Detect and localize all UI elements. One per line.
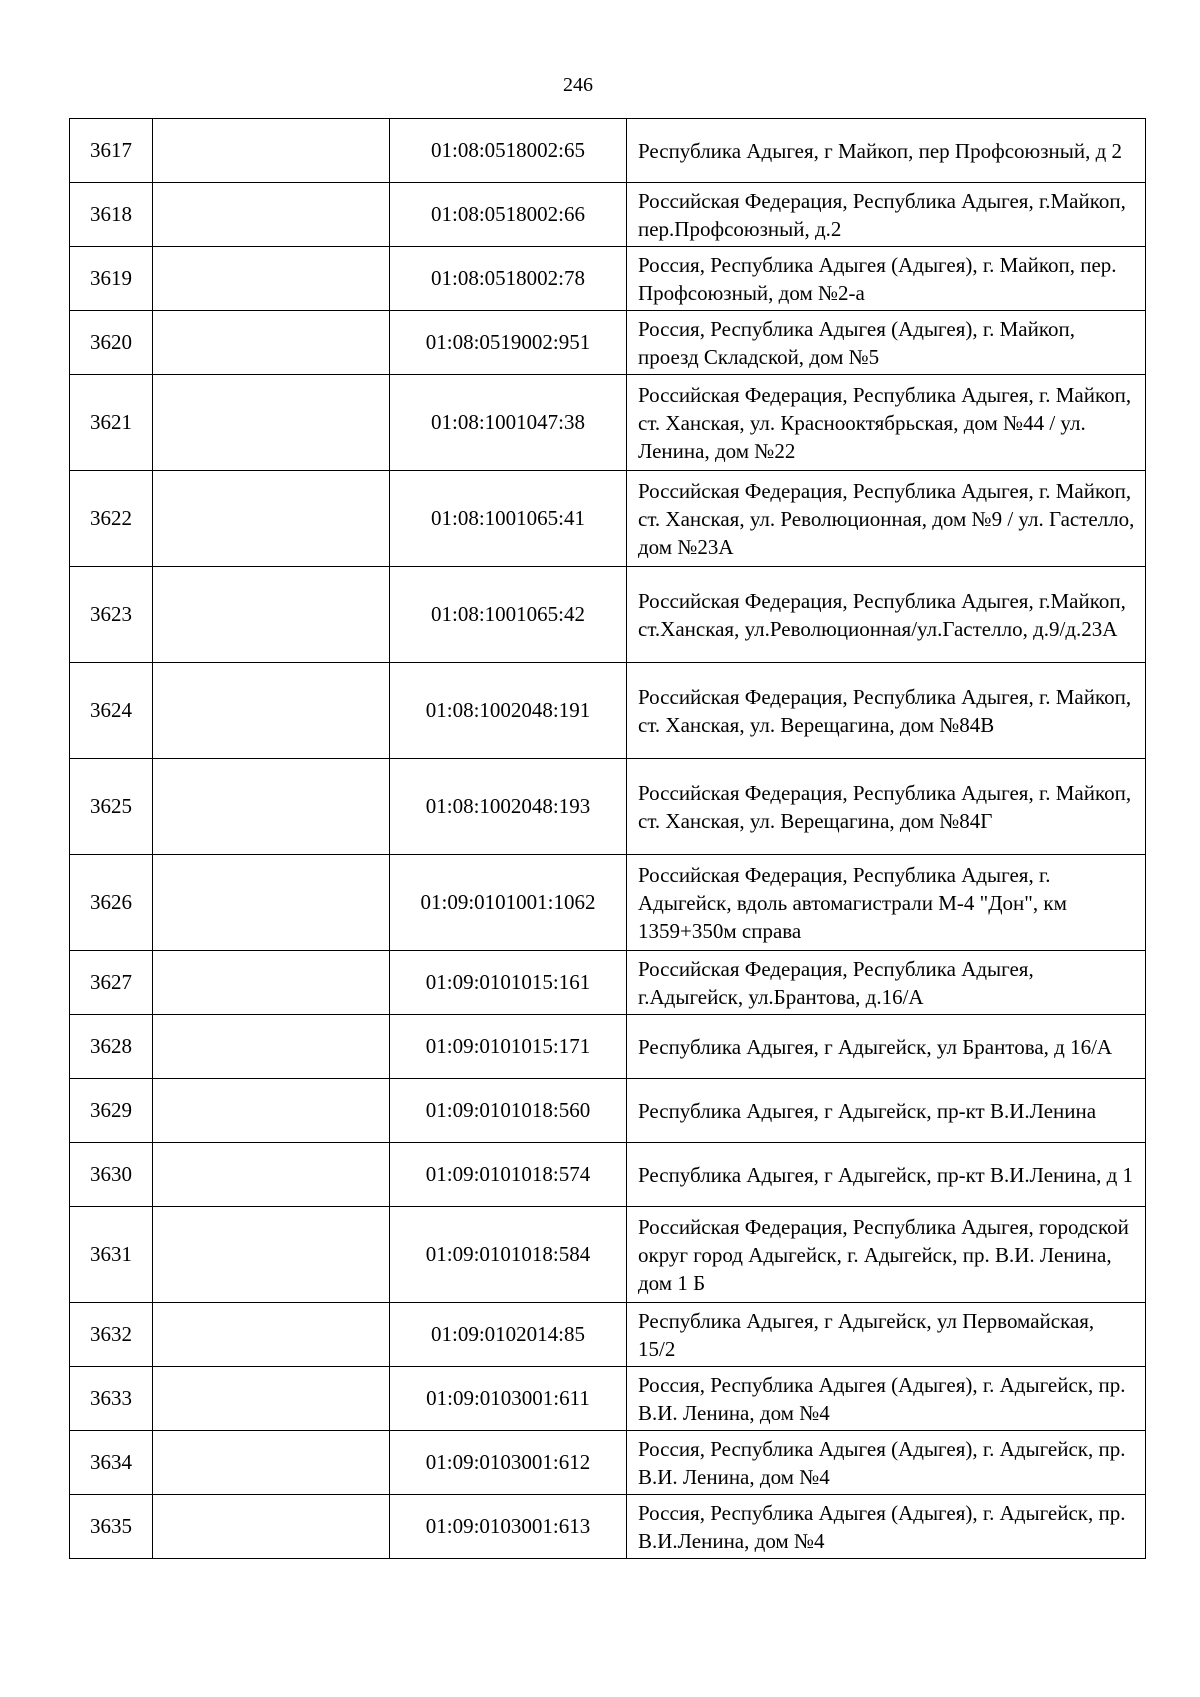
table-row (70, 567, 1146, 663)
row-empty-cell (153, 375, 390, 471)
address: Россия, Республика Адыгея (Адыгея), г. Адыгейск, пр. В.И. Ленина, дом №4 (627, 1367, 1146, 1431)
table-row (70, 1495, 1146, 1559)
cadastral-number: 01:08:1002048:191 (390, 663, 627, 759)
row-empty-cell (153, 951, 390, 1015)
row-number: 3628 (70, 1015, 153, 1079)
cadastral-number: 01:09:0101018:584 (390, 1207, 627, 1303)
row-empty-cell (153, 1015, 390, 1079)
row-number: 3619 (70, 247, 153, 311)
row-number: 3631 (70, 1207, 153, 1303)
row-empty-cell (153, 759, 390, 855)
row-number: 3618 (70, 183, 153, 247)
table-row (70, 183, 1146, 247)
address: Российская Федерация, Республика Адыгея, г. Майкоп, ст. Ханская, ул. Краснооктябрьская, дом №44 / ул. Ленина, дом №22 (627, 375, 1146, 471)
table-row (70, 1431, 1146, 1495)
row-empty-cell (153, 1207, 390, 1303)
row-number: 3624 (70, 663, 153, 759)
page-number: 246 (563, 74, 593, 96)
row-number: 3626 (70, 855, 153, 951)
row-empty-cell (153, 183, 390, 247)
row-empty-cell (153, 663, 390, 759)
address: Республика Адыгея, г Адыгейск, пр-кт В.И.Ленина (627, 1079, 1146, 1143)
cadastral-number: 01:09:0101015:171 (390, 1015, 627, 1079)
table-row (70, 247, 1146, 311)
cadastral-number: 01:08:0518002:65 (390, 119, 627, 183)
row-empty-cell (153, 855, 390, 951)
cadastral-number: 01:08:0519002:951 (390, 311, 627, 375)
cadastral-number: 01:09:0101001:1062 (390, 855, 627, 951)
table-row (70, 471, 1146, 567)
table-row (70, 375, 1146, 471)
address: Российская Федерация, Республика Адыгея, г. Майкоп, ст. Ханская, ул. Верещагина, дом №84Г (627, 759, 1146, 855)
address: Российская Федерация, Республика Адыгея, г. Майкоп, ст. Ханская, ул. Революционная, дом №9 / ул. Гастелло, дом №23А (627, 471, 1146, 567)
address: Россия, Республика Адыгея (Адыгея), г. Адыгейск, пр. В.И.Ленина, дом №4 (627, 1495, 1146, 1559)
row-number: 3625 (70, 759, 153, 855)
row-empty-cell (153, 1431, 390, 1495)
cadastral-number: 01:09:0101015:161 (390, 951, 627, 1015)
row-empty-cell (153, 1495, 390, 1559)
address: Россия, Республика Адыгея (Адыгея), г. Майкоп, проезд Складской, дом №5 (627, 311, 1146, 375)
cadastral-number: 01:09:0102014:85 (390, 1303, 627, 1367)
address: Российская Федерация, Республика Адыгея, г. Майкоп, ст. Ханская, ул. Верещагина, дом №84В (627, 663, 1146, 759)
row-empty-cell (153, 471, 390, 567)
address: Российская Федерация, Республика Адыгея, г.Адыгейск, ул.Брантова, д.16/А (627, 951, 1146, 1015)
table-row (70, 1367, 1146, 1431)
table-row (70, 759, 1146, 855)
row-number: 3627 (70, 951, 153, 1015)
cadastral-number: 01:09:0103001:612 (390, 1431, 627, 1495)
address: Российская Федерация, Республика Адыгея, г. Адыгейск, вдоль автомагистрали М-4 "Дон", км 1359+350м справа (627, 855, 1146, 951)
property-table (69, 118, 1146, 1559)
address: Россия, Республика Адыгея (Адыгея), г. Адыгейск, пр. В.И. Ленина, дом №4 (627, 1431, 1146, 1495)
table-row (70, 119, 1146, 183)
row-number: 3633 (70, 1367, 153, 1431)
row-number: 3623 (70, 567, 153, 663)
cadastral-number: 01:09:0103001:613 (390, 1495, 627, 1559)
address: Россия, Республика Адыгея (Адыгея), г. Майкоп, пер. Профсоюзный, дом №2-а (627, 247, 1146, 311)
address: Российская Федерация, Республика Адыгея, г.Майкоп, пер.Профсоюзный, д.2 (627, 183, 1146, 247)
row-empty-cell (153, 311, 390, 375)
row-empty-cell (153, 1367, 390, 1431)
row-number: 3630 (70, 1143, 153, 1207)
row-number: 3621 (70, 375, 153, 471)
cadastral-number: 01:08:1001065:42 (390, 567, 627, 663)
row-empty-cell (153, 1079, 390, 1143)
table-row (70, 1079, 1146, 1143)
row-empty-cell (153, 567, 390, 663)
cadastral-number: 01:08:1001065:41 (390, 471, 627, 567)
cadastral-number: 01:09:0101018:574 (390, 1143, 627, 1207)
address: Российская Федерация, Республика Адыгея, г.Майкоп, ст.Ханская, ул.Революционная/ул.Гастелло, д.9/д.23А (627, 567, 1146, 663)
row-empty-cell (153, 247, 390, 311)
table-row (70, 951, 1146, 1015)
cadastral-number: 01:08:1001047:38 (390, 375, 627, 471)
row-empty-cell (153, 1143, 390, 1207)
row-number: 3617 (70, 119, 153, 183)
cadastral-number: 01:08:0518002:78 (390, 247, 627, 311)
cadastral-number: 01:09:0103001:611 (390, 1367, 627, 1431)
row-number: 3634 (70, 1431, 153, 1495)
address: Республика Адыгея, г Майкоп, пер Профсоюзный, д 2 (627, 119, 1146, 183)
property-table-body (70, 119, 1146, 1559)
table-row (70, 663, 1146, 759)
table-row (70, 1143, 1146, 1207)
table-row (70, 1303, 1146, 1367)
row-number: 3635 (70, 1495, 153, 1559)
address: Республика Адыгея, г Адыгейск, ул Брантова, д 16/А (627, 1015, 1146, 1079)
table-row (70, 1207, 1146, 1303)
table-row (70, 855, 1146, 951)
table-row (70, 1015, 1146, 1079)
row-empty-cell (153, 119, 390, 183)
row-number: 3629 (70, 1079, 153, 1143)
row-number: 3622 (70, 471, 153, 567)
cadastral-number: 01:09:0101018:560 (390, 1079, 627, 1143)
address: Республика Адыгея, г Адыгейск, ул Первомайская, 15/2 (627, 1303, 1146, 1367)
address: Республика Адыгея, г Адыгейск, пр-кт В.И.Ленина, д 1 (627, 1143, 1146, 1207)
address: Российская Федерация, Республика Адыгея, городской округ город Адыгейск, г. Адыгейск, пр. В.И. Ленина, дом 1 Б (627, 1207, 1146, 1303)
cadastral-number: 01:08:0518002:66 (390, 183, 627, 247)
table-row (70, 311, 1146, 375)
row-number: 3632 (70, 1303, 153, 1367)
row-empty-cell (153, 1303, 390, 1367)
row-number: 3620 (70, 311, 153, 375)
cadastral-number: 01:08:1002048:193 (390, 759, 627, 855)
